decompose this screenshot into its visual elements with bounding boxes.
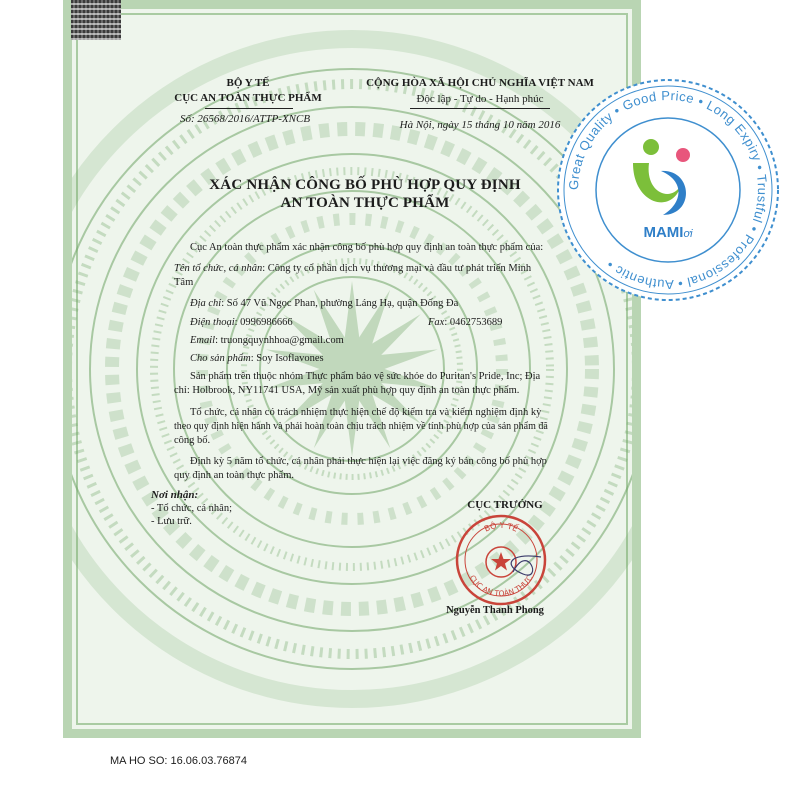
fax-row <box>428 316 502 330</box>
intro-text: Cục An toàn thực phẩm xác nhận công bố phù hợp quy định an toàn thực phẩm của: <box>190 242 544 253</box>
bronze-drum-watermark <box>72 9 632 729</box>
header-underline-right <box>410 108 550 109</box>
email-label: Email <box>190 335 216 346</box>
email-value: : truongquynhhoa@gmail.com <box>215 335 344 346</box>
document-title-line1: XÁC NHẬN CÔNG BỐ PHÙ HỢP QUY ĐỊNH <box>209 177 521 193</box>
address-value: : Số 47 Vũ Ngọc Phan, phường Láng Hạ, quận Đống Đa <box>221 298 459 309</box>
mami-quality-badge <box>553 75 783 305</box>
product-label: Cho sản phẩm <box>190 353 251 364</box>
svg-text:BỘ Y TẾ <box>483 519 521 534</box>
address-label: Địa chỉ <box>190 298 222 309</box>
country-name: CỘNG HÒA XÃ HỘI CHỦ NGHĨA VIỆT NAM <box>366 77 594 89</box>
organization-value: : Công ty cổ phần dịch vụ thương mại và đầu tư phát triển Minh <box>262 263 532 274</box>
recipient-item-1: - Tổ chức, cá nhân; <box>151 503 233 514</box>
organization-row <box>174 262 531 276</box>
phone-value: : 0996986666 <box>234 317 293 328</box>
signatory-name: Nguyễn Thanh Phong <box>446 605 544 616</box>
header-underline-left <box>205 108 293 109</box>
document-number: Số: 26568/2016/ATTP-XNCB <box>180 113 311 125</box>
phone-row <box>190 316 293 330</box>
address-row <box>190 297 458 311</box>
paragraph2-line3: công bố. <box>174 435 211 446</box>
badge-brand-suffix: ơi <box>683 228 693 240</box>
recipient-item-2: - Lưu trữ. <box>151 516 192 527</box>
paragraph1-line2: chỉ: Holbrook, NY11741 USA, Mỹ sản xuất phù hợp quy định an toàn thực phẩm. <box>174 385 520 396</box>
seal-top-text: BỘ Y TẾ <box>482 520 520 534</box>
product-value: : Soy Isoflavones <box>250 353 324 364</box>
email-row <box>190 334 344 348</box>
dossier-code: MA HO SO: 16.06.03.76874 <box>110 755 247 767</box>
product-row <box>190 352 324 366</box>
document-title-line2: AN TOÀN THỰC PHẨM <box>280 195 450 211</box>
paragraph1-line1: Sản phẩm trên thuộc nhóm Thực phẩm bảo vệ sức khỏe do Puritan's Pride, Inc; Địa <box>190 371 541 382</box>
issue-date: Hà Nội, ngày 15 tháng 10 năm 2016 <box>399 119 561 131</box>
phone-label: Điện thoại <box>190 317 235 328</box>
fax-value: : 0462753689 <box>444 317 503 328</box>
official-red-seal <box>453 512 549 608</box>
ministry-name: BỘ Y TẾ <box>226 77 270 89</box>
signatory-title: CỤC TRƯỞNG <box>467 499 543 511</box>
paragraph3-line2: quy định an toàn thực phẩm. <box>174 470 295 481</box>
national-motto: Độc lập - Tự do - Hạnh phúc <box>416 93 544 105</box>
paragraph2-line2: theo quy định hiện hành và phải hoàn toàn chịu trách nhiệm về tính phù hợp của sản phẩm đã <box>174 421 548 432</box>
department-name: CỤC AN TOÀN THỰC PHẨM <box>174 92 322 104</box>
paragraph3-line1: Định kỳ 5 năm tổ chức, cá nhân phải thực hiện lại việc đăng ký bản công bố phù hợp <box>190 456 547 467</box>
fax-label: Fax <box>428 317 445 328</box>
badge-arc-text: Great Quality • Good Price • Long Expiry • Trustful • Professional • Authentic • <box>565 87 771 293</box>
qr-code <box>71 0 121 40</box>
seal-bottom-text: CỤC AN TOÀN THỰC <box>467 573 535 599</box>
badge-brand-text: MAMI <box>643 224 684 241</box>
organization-label: Tên tổ chức, cá nhân <box>174 263 263 274</box>
organization-value-cont: Tâm <box>174 277 194 288</box>
paragraph2-line1: Tổ chức, cá nhân có trách nhiệm thực hiện chế độ kiểm tra và kiểm nghiệm định kỳ <box>190 407 542 418</box>
recipients-heading: Nơi nhận: <box>151 489 199 501</box>
